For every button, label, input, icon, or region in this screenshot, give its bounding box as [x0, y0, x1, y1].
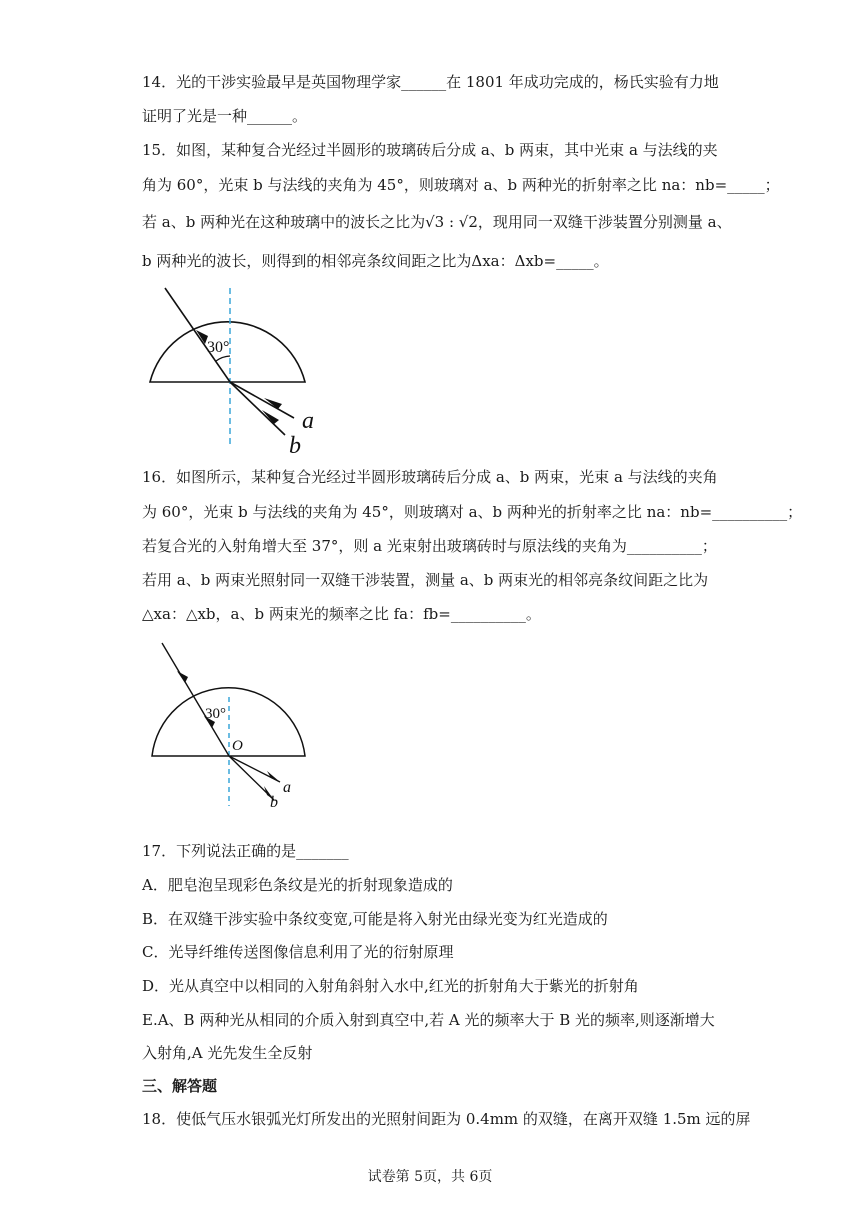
q16-angle-label: 30° [205, 706, 226, 722]
q16-refraction-figure [145, 638, 310, 811]
q16-ray-a-label: a [283, 779, 291, 796]
q17-stem: 17．下列说法正确的是_______ [142, 842, 349, 860]
section-heading: 三、解答题 [142, 1077, 218, 1095]
q17-option-e-line-1: E.A、B 两种光从相同的介质入射到真空中,若 A 光的频率大于 B 光的频率,则逐渐增大 [142, 1011, 715, 1029]
q17-option-b: B．在双缝干涉实验中条纹变宽,可能是将入射光由绿光变为红光造成的 [142, 910, 608, 928]
q18-line-1: 18．使低气压水银弧光灯所发出的光照射间距为 0.4mm 的双缝，在离开双缝 1.5m 远的屏 [142, 1110, 751, 1128]
q15-refraction-figure [145, 283, 345, 458]
q16-line-5: △xa：△xb，a、b 两束光的频率之比 fa：fb=__________。 [142, 605, 541, 623]
page-footer: 试卷第 5页，共 6页 [367, 1169, 493, 1185]
q17-option-d: D．光从真空中以相同的入射角斜射入水中,红光的折射角大于紫光的折射角 [142, 977, 639, 995]
q15-line-4: b 两种光的波长，则得到的相邻亮条纹间距之比为Δxa：Δxb=_____。 [142, 252, 609, 270]
q16-line-3: 若复合光的入射角增大至 37°，则 a 光束射出玻璃砖时与原法线的夹角为__________； [142, 537, 717, 555]
q15-ray-a-label: a [302, 408, 314, 434]
q15-incident-ray [165, 288, 230, 382]
q16-incident-arrow-1 [177, 671, 188, 683]
q16-line-1: 16．如图所示，某种复合光经过半圆形玻璃砖后分成 a、b 两束，光束 a 与法线的夹角 [142, 468, 718, 486]
q14-line-1: 14．光的干涉实验最早是英国物理学家______在 1801 年成功完成的，杨氏实验有力地 [142, 73, 719, 91]
q15-line-2: 角为 60°，光束 b 与法线的夹角为 45°，则玻璃对 a、b 两种光的折射率之比 na：nb=_____； [142, 176, 780, 194]
q16-line-4: 若用 a、b 两束光照射同一双缝干涉装置，测量 a、b 两束光的相邻亮条纹间距之比为 [142, 571, 709, 589]
q16-line-2: 为 60°，光束 b 与法线的夹角为 45°，则玻璃对 a、b 两种光的折射率之比 na：nb=__________； [142, 503, 803, 521]
q17-option-e-line-2: 入射角,A 光先发生全反射 [142, 1044, 313, 1062]
q14-line-2: 证明了光是一种______。 [142, 107, 308, 125]
q16-center-label: O [232, 738, 243, 754]
q15-ray-b-label: b [289, 433, 301, 459]
q17-option-c: C．光导纤维传送图像信息利用了光的衍射原理 [142, 943, 454, 961]
q16-incident-ray [162, 643, 229, 756]
q16-ray-b-label: b [270, 794, 278, 811]
q15-line-1: 15．如图，某种复合光经过半圆形的玻璃砖后分成 a、b 两束，其中光束 a 与法线的夹 [142, 141, 718, 159]
q17-option-a: A．肥皂泡呈现彩色条纹是光的折射现象造成的 [142, 876, 453, 894]
q15-angle-arc [216, 356, 230, 361]
q15-line-3: 若 a、b 两种光在这种玻璃中的波长之比为√3 : √2，现用同一双缝干涉装置分别测量 a、 [142, 213, 732, 231]
q15-angle-label: 30° [207, 339, 230, 356]
